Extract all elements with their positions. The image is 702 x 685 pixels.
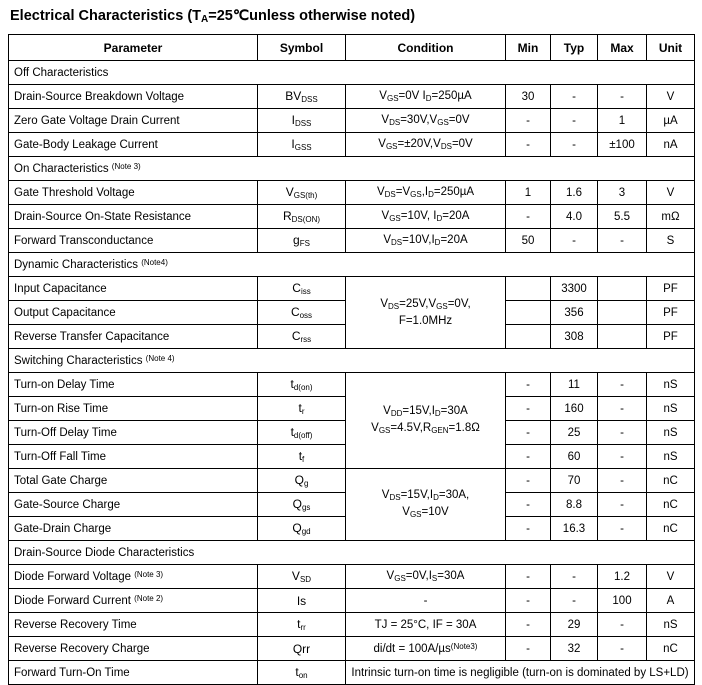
unit-qgd: nC bbox=[647, 517, 695, 541]
unit-trr: nS bbox=[647, 613, 695, 637]
symbol-td-on: $t_{d(on)}$ bbox=[258, 373, 346, 397]
typ-td-off: 25 bbox=[551, 421, 598, 445]
unit-bvdss: V bbox=[647, 85, 695, 109]
page-title-text-after: =25℃unless otherwise noted) bbox=[208, 8, 416, 24]
min-is: - bbox=[506, 589, 551, 613]
symbol-qrr: Qrr bbox=[258, 637, 346, 661]
table-row bbox=[9, 469, 695, 493]
max-crss bbox=[598, 325, 647, 349]
min-igss: - bbox=[506, 133, 551, 157]
max-igss: ±100 bbox=[598, 133, 647, 157]
max-bvdss: - bbox=[598, 85, 647, 109]
max-vsd: 1.2 bbox=[598, 565, 647, 589]
max-qgd: - bbox=[598, 517, 647, 541]
column-header-unit: Unit bbox=[647, 35, 695, 61]
max-qgs: - bbox=[598, 493, 647, 517]
typ-bvdss: - bbox=[551, 85, 598, 109]
min-td-off: - bbox=[506, 421, 551, 445]
parameter-forward-turn-on-time: Forward Turn-On Time bbox=[9, 661, 258, 685]
condition-idss: $V_{DS}=30V,V_{GS}=0V$ bbox=[346, 109, 506, 133]
symbol-coss: $C_{oss}$ bbox=[258, 301, 346, 325]
page-title-text-before: Electrical Characteristics (T bbox=[10, 8, 202, 24]
typ-tf: 60 bbox=[551, 445, 598, 469]
unit-coss: PF bbox=[647, 301, 695, 325]
unit-tf: nS bbox=[647, 445, 695, 469]
symbol-qgs: $Q_{gs}$ bbox=[258, 493, 346, 517]
unit-qgs: nC bbox=[647, 493, 695, 517]
min-crss bbox=[506, 325, 551, 349]
typ-rdson: 4.0 bbox=[551, 205, 598, 229]
max-qg: - bbox=[598, 469, 647, 493]
column-header-typ: Typ bbox=[551, 35, 598, 61]
typ-gfs: - bbox=[551, 229, 598, 253]
condition-dynamic-merged: $V_{DS}=25V,V_{GS}=0V$, F=1.0MHz bbox=[346, 277, 506, 349]
min-coss bbox=[506, 301, 551, 325]
typ-ciss: 3300 bbox=[551, 277, 598, 301]
parameter-turn-on-delay-time: Turn-on Delay Time bbox=[9, 373, 258, 397]
typ-vgsth: 1.6 bbox=[551, 181, 598, 205]
min-rdson: - bbox=[506, 205, 551, 229]
typ-tr: 160 bbox=[551, 397, 598, 421]
min-tf: - bbox=[506, 445, 551, 469]
max-tr: - bbox=[598, 397, 647, 421]
condition-qrr: di/dt = 100A/µs$^{(Note3)}$ bbox=[346, 637, 506, 661]
typ-is: - bbox=[551, 589, 598, 613]
section-title-off-characteristics: Off Characteristics bbox=[9, 61, 695, 85]
typ-qgd: 16.3 bbox=[551, 517, 598, 541]
table-row bbox=[9, 661, 695, 685]
section-title-on-characteristics: On Characteristics $^{(Note 3)}$ bbox=[9, 157, 695, 181]
unit-td-off: nS bbox=[647, 421, 695, 445]
typ-crss: 308 bbox=[551, 325, 598, 349]
typ-igss: - bbox=[551, 133, 598, 157]
table-row bbox=[9, 85, 695, 109]
condition-igss: $V_{GS}=\pm 20V,V_{DS}=0V$ bbox=[346, 133, 506, 157]
unit-qg: nC bbox=[647, 469, 695, 493]
parameter-gate-threshold-voltage: Gate Threshold Voltage bbox=[9, 181, 258, 205]
typ-idss: - bbox=[551, 109, 598, 133]
column-header-min: Min bbox=[506, 35, 551, 61]
table-row bbox=[9, 133, 695, 157]
unit-ciss: PF bbox=[647, 277, 695, 301]
max-coss bbox=[598, 301, 647, 325]
min-ciss bbox=[506, 277, 551, 301]
parameter-gate-drain-charge: Gate-Drain Charge bbox=[9, 517, 258, 541]
unit-crss: PF bbox=[647, 325, 695, 349]
table-row bbox=[9, 589, 695, 613]
typ-vsd: - bbox=[551, 565, 598, 589]
unit-vgsth: V bbox=[647, 181, 695, 205]
min-qg: - bbox=[506, 469, 551, 493]
condition-ton-note: Intrinsic turn-on time is negligible (turn-on is dominated by LS+LD) bbox=[346, 661, 695, 685]
section-header-row bbox=[9, 349, 695, 373]
parameter-drain-source-on-state-resistance: Drain-Source On-State Resistance bbox=[9, 205, 258, 229]
condition-gfs: $V_{DS}=10V,I_D=20A$ bbox=[346, 229, 506, 253]
typ-qrr: 32 bbox=[551, 637, 598, 661]
table-row bbox=[9, 373, 695, 397]
column-header-max: Max bbox=[598, 35, 647, 61]
max-td-off: - bbox=[598, 421, 647, 445]
table-row bbox=[9, 637, 695, 661]
unit-igss: nA bbox=[647, 133, 695, 157]
min-vsd: - bbox=[506, 565, 551, 589]
table-row bbox=[9, 205, 695, 229]
max-is: 100 bbox=[598, 589, 647, 613]
parameter-turn-on-rise-time: Turn-on Rise Time bbox=[9, 397, 258, 421]
unit-tr: nS bbox=[647, 397, 695, 421]
symbol-td-off: $t_{d(off)}$ bbox=[258, 421, 346, 445]
typ-td-on: 11 bbox=[551, 373, 598, 397]
max-qrr: - bbox=[598, 637, 647, 661]
parameter-zero-gate-voltage-drain-current: Zero Gate Voltage Drain Current bbox=[9, 109, 258, 133]
section-title-drain-source-diode-characteristics: Drain-Source Diode Characteristics bbox=[9, 541, 695, 565]
parameter-gate-body-leakage-current: Gate-Body Leakage Current bbox=[9, 133, 258, 157]
section-header-row bbox=[9, 61, 695, 85]
condition-trr: TJ = 25°C, IF = 30A bbox=[346, 613, 506, 637]
condition-is: - bbox=[346, 589, 506, 613]
parameter-turn-off-fall-time: Turn-Off Fall Time bbox=[9, 445, 258, 469]
min-qgd: - bbox=[506, 517, 551, 541]
column-header-condition: Condition bbox=[346, 35, 506, 61]
min-gfs: 50 bbox=[506, 229, 551, 253]
symbol-ciss: $C_{iss}$ bbox=[258, 277, 346, 301]
min-td-on: - bbox=[506, 373, 551, 397]
unit-gfs: S bbox=[647, 229, 695, 253]
condition-vgsth: $V_{DS}=V_{GS},I_D=250\mu A$ bbox=[346, 181, 506, 205]
max-gfs: - bbox=[598, 229, 647, 253]
electrical-characteristics-table bbox=[8, 34, 695, 685]
symbol-qgd: $Q_{gd}$ bbox=[258, 517, 346, 541]
parameter-gate-source-charge: Gate-Source Charge bbox=[9, 493, 258, 517]
table-row bbox=[9, 181, 695, 205]
table-row bbox=[9, 277, 695, 301]
page-title-subscript: A bbox=[201, 14, 209, 25]
parameter-reverse-transfer-capacitance: Reverse Transfer Capacitance bbox=[9, 325, 258, 349]
typ-coss: 356 bbox=[551, 301, 598, 325]
table-row bbox=[9, 565, 695, 589]
min-qgs: - bbox=[506, 493, 551, 517]
section-title-switching-characteristics: Switching Characteristics $^{(Note 4)}$ bbox=[9, 349, 695, 373]
column-header-symbol: Symbol bbox=[258, 35, 346, 61]
max-ciss bbox=[598, 277, 647, 301]
condition-vsd: $V_{GS}=0V,I_S=30A$ bbox=[346, 565, 506, 589]
max-idss: 1 bbox=[598, 109, 647, 133]
unit-rdson: mΩ bbox=[647, 205, 695, 229]
parameter-drain-source-breakdown-voltage: Drain-Source Breakdown Voltage bbox=[9, 85, 258, 109]
symbol-bvdss: $BV_{DSS}$ bbox=[258, 85, 346, 109]
section-header-row bbox=[9, 253, 695, 277]
max-tf: - bbox=[598, 445, 647, 469]
symbol-igss: $I_{GSS}$ bbox=[258, 133, 346, 157]
min-qrr: - bbox=[506, 637, 551, 661]
symbol-is: Is bbox=[258, 589, 346, 613]
unit-is: A bbox=[647, 589, 695, 613]
max-trr: - bbox=[598, 613, 647, 637]
typ-trr: 29 bbox=[551, 613, 598, 637]
typ-qg: 70 bbox=[551, 469, 598, 493]
symbol-trr: $t_{rr}$ bbox=[258, 613, 346, 637]
page-title bbox=[10, 6, 694, 30]
typ-qgs: 8.8 bbox=[551, 493, 598, 517]
symbol-rdson: $R_{DS(ON)}$ bbox=[258, 205, 346, 229]
min-bvdss: 30 bbox=[506, 85, 551, 109]
symbol-idss: $I_{DSS}$ bbox=[258, 109, 346, 133]
symbol-ton: $t_{on}$ bbox=[258, 661, 346, 685]
symbol-qg: $Q_g$ bbox=[258, 469, 346, 493]
min-vgsth: 1 bbox=[506, 181, 551, 205]
condition-rdson: $V_{GS}=10V$, $I_D=20A$ bbox=[346, 205, 506, 229]
min-idss: - bbox=[506, 109, 551, 133]
unit-vsd: V bbox=[647, 565, 695, 589]
parameter-turn-off-delay-time: Turn-Off Delay Time bbox=[9, 421, 258, 445]
section-header-row bbox=[9, 541, 695, 565]
condition-switching-merged-1: $V_{DD}=15V,I_D=30A$ $V_{GS}=4.5V,R_{GEN}=1.8\Omega$ bbox=[346, 373, 506, 469]
symbol-tf: $t_f$ bbox=[258, 445, 346, 469]
parameter-diode-forward-current: Diode Forward Current $^{(Note 2)}$ bbox=[9, 589, 258, 613]
parameter-diode-forward-voltage: Diode Forward Voltage $^{(Note 3)}$ bbox=[9, 565, 258, 589]
parameter-forward-transconductance: Forward Transconductance bbox=[9, 229, 258, 253]
symbol-vsd: $V_{SD}$ bbox=[258, 565, 346, 589]
min-trr: - bbox=[506, 613, 551, 637]
symbol-tr: $t_r$ bbox=[258, 397, 346, 421]
parameter-reverse-recovery-charge: Reverse Recovery Charge bbox=[9, 637, 258, 661]
condition-switching-merged-2: $V_{DS}=15V,I_D=30A$, $V_{GS}=10V$ bbox=[346, 469, 506, 541]
column-header-parameter: Parameter bbox=[9, 35, 258, 61]
min-tr: - bbox=[506, 397, 551, 421]
parameter-total-gate-charge: Total Gate Charge bbox=[9, 469, 258, 493]
table-header-row bbox=[9, 35, 695, 61]
symbol-gfs: $g_{FS}$ bbox=[258, 229, 346, 253]
max-rdson: 5.5 bbox=[598, 205, 647, 229]
symbol-vgsth: $V_{GS(th)}$ bbox=[258, 181, 346, 205]
parameter-reverse-recovery-time: Reverse Recovery Time bbox=[9, 613, 258, 637]
symbol-crss: $C_{rss}$ bbox=[258, 325, 346, 349]
table-row bbox=[9, 109, 695, 133]
unit-qrr: nC bbox=[647, 637, 695, 661]
unit-td-on: nS bbox=[647, 373, 695, 397]
table-row bbox=[9, 229, 695, 253]
condition-bvdss: $V_{GS}=0V$ $I_D=250\mu A$ bbox=[346, 85, 506, 109]
unit-idss: µA bbox=[647, 109, 695, 133]
table-row bbox=[9, 613, 695, 637]
parameter-output-capacitance: Output Capacitance bbox=[9, 301, 258, 325]
parameter-input-capacitance: Input Capacitance bbox=[9, 277, 258, 301]
section-title-dynamic-characteristics: Dynamic Characteristics $^{(Note4)}$ bbox=[9, 253, 695, 277]
max-vgsth: 3 bbox=[598, 181, 647, 205]
max-td-on: - bbox=[598, 373, 647, 397]
section-header-row bbox=[9, 157, 695, 181]
